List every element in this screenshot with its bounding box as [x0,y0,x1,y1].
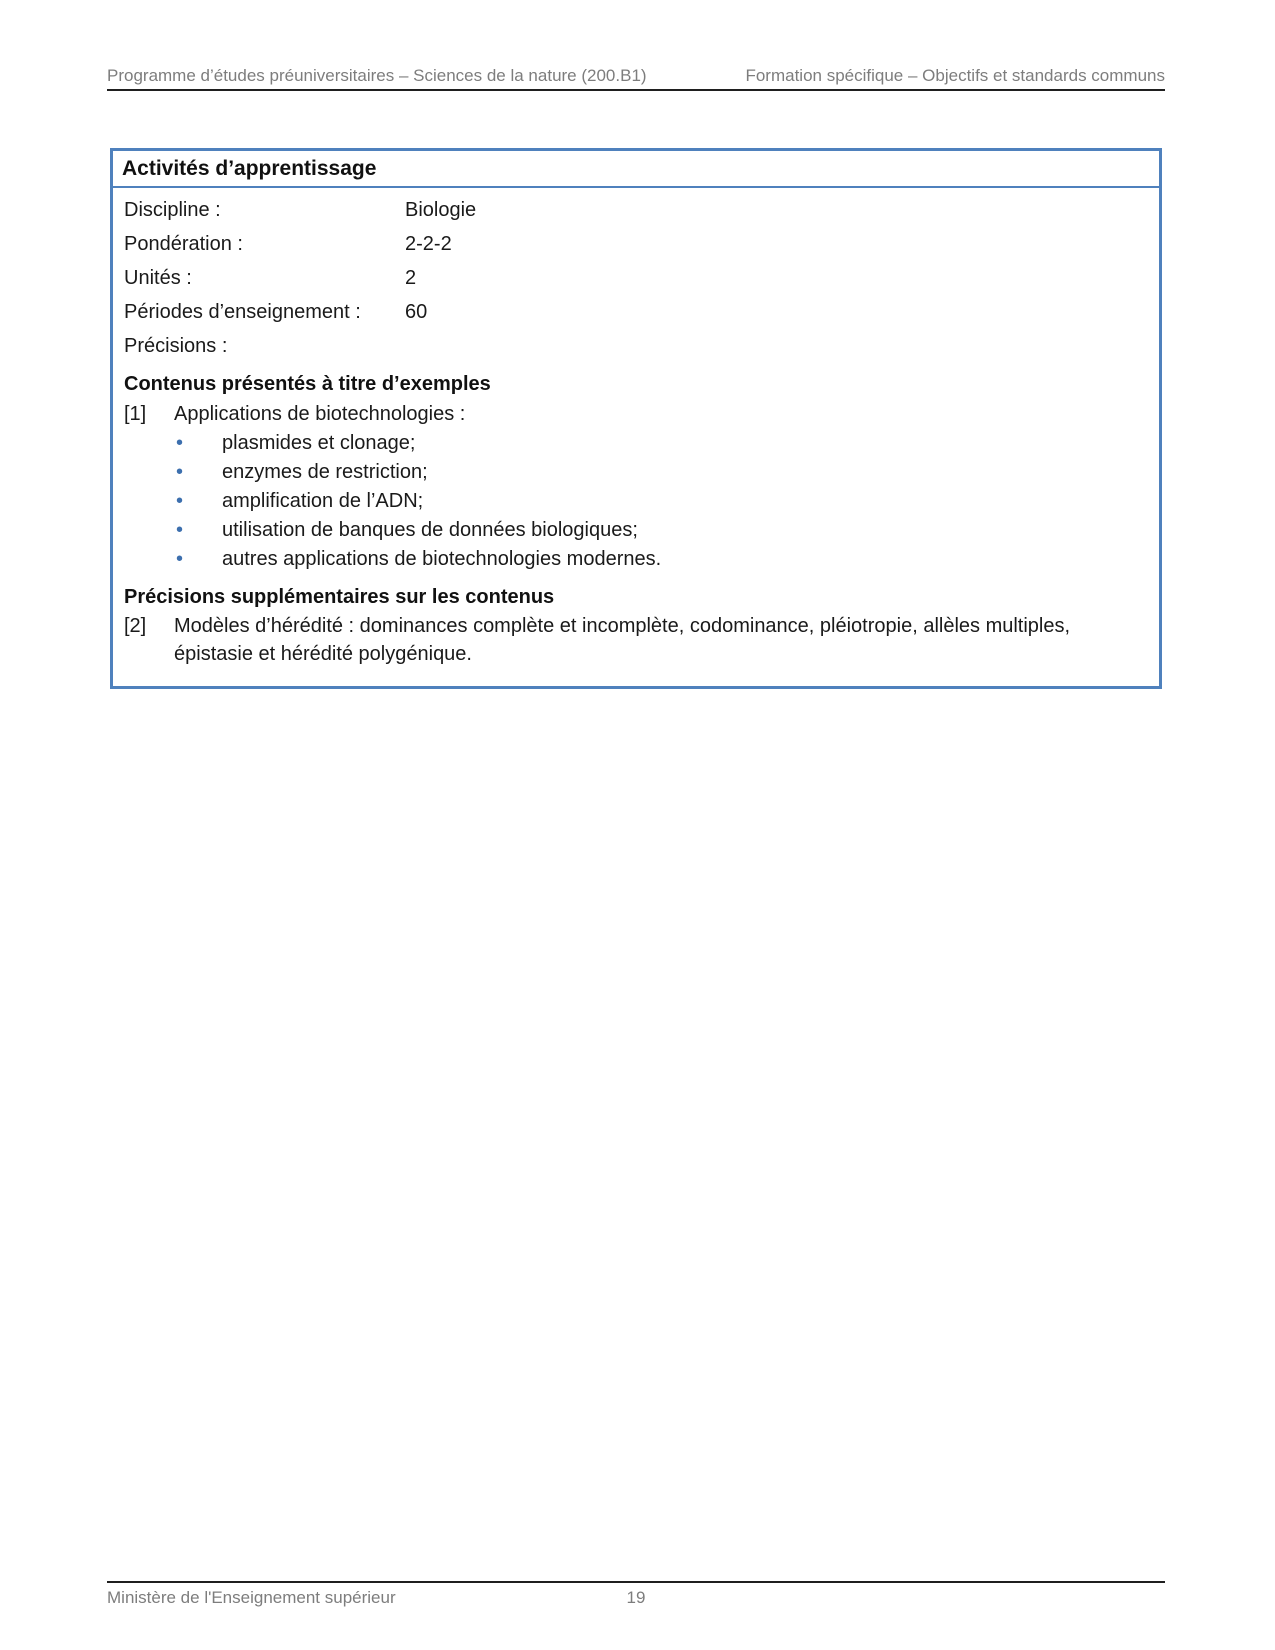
field-label: Précisions : [124,335,228,357]
list-item [124,487,1145,516]
field-value: 2 [405,267,417,289]
field-value: 2-2-2 [405,233,452,255]
item-text: Applications de biotechnologies : [174,403,466,425]
field-value [405,329,1145,363]
bullet-icon: • [176,519,184,541]
section-heading-precisions-supplementaires: Précisions supplémentaires sur les contenus [124,586,555,608]
page-footer [107,1581,1165,1608]
field-row-unites [124,261,1145,295]
bullet-text: plasmides et clonage; [222,432,416,454]
header-left-text: Programme d’études préuniversitaires – Sciences de la nature (200.B1) [107,66,647,85]
field-value: Biologie [405,199,477,221]
bullet-icon: • [176,461,184,483]
item-marker: [1] [124,403,147,425]
numbered-item-1 [124,399,1145,429]
field-row-ponderation [124,227,1145,261]
bullet-text: autres applications de biotechnologies modernes. [222,548,662,570]
box-body [113,188,1159,686]
learning-activities-box [110,148,1162,689]
item-marker: [2] [124,615,147,637]
item-text: Modèles d’hérédité : dominances complète et incomplète, codominance, pléiotropie, allèles multiples, épistasie et hérédité polygénique. [174,615,1071,665]
box-title: Activités d’apprentissage [113,151,1159,188]
list-item [124,545,1145,574]
field-row-discipline [124,193,1145,227]
field-label: Unités : [124,267,192,289]
bullet-list [124,429,1145,574]
list-item [124,516,1145,545]
field-label: Pondération : [124,233,243,255]
bullet-text: amplification de l’ADN; [222,490,424,512]
footer-left-text: Ministère de l'Enseignement supérieur [107,1588,396,1607]
bullet-icon: • [176,548,184,570]
header-right-text: Formation spécifique – Objectifs et standards communs [745,66,1165,85]
field-label: Discipline : [124,199,221,221]
numbered-item-2 [124,612,1145,668]
page-header [107,66,1165,91]
field-row-periodes [124,295,1145,329]
list-item [124,429,1145,458]
field-row-precisions [124,329,1145,363]
field-value: 60 [405,301,428,323]
bullet-icon: • [176,490,184,512]
page-number: 19 [626,1588,646,1607]
list-item [124,458,1145,487]
bullet-text: utilisation de banques de données biologiques; [222,519,638,541]
field-label: Périodes d’enseignement : [124,301,361,323]
bullet-icon: • [176,432,184,454]
bullet-text: enzymes de restriction; [222,461,428,483]
section-heading-contenus: Contenus présentés à titre d’exemples [124,373,491,395]
